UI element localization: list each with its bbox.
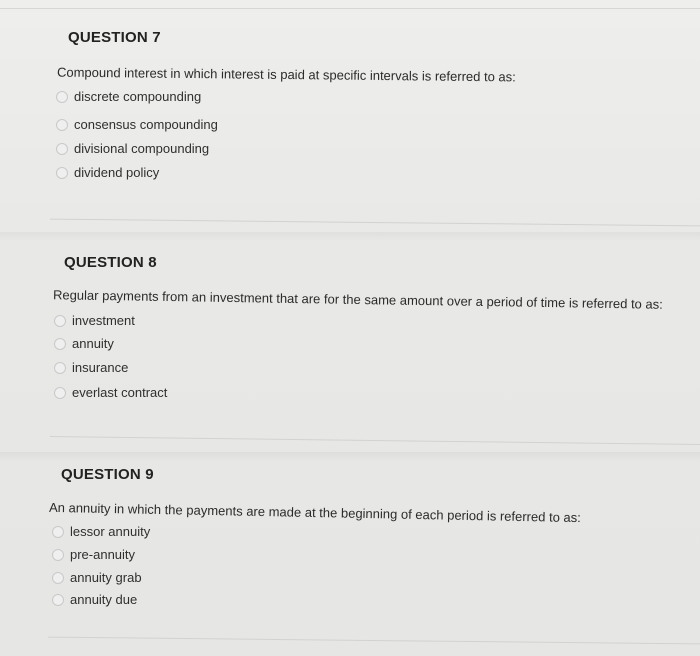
divider [0, 232, 700, 242]
divider [50, 219, 700, 227]
answer-option[interactable] [56, 141, 209, 156]
radio-button[interactable] [52, 526, 64, 538]
question-title: QUESTION 8 [64, 254, 157, 271]
radio-button[interactable] [54, 362, 66, 374]
option-label: everlast contract [72, 385, 168, 400]
radio-button[interactable] [52, 572, 64, 584]
radio-button[interactable] [56, 143, 68, 155]
divider [48, 637, 700, 645]
option-label: annuity grab [70, 570, 142, 585]
radio-button[interactable] [54, 387, 66, 399]
answer-option[interactable] [56, 165, 159, 180]
option-label: discrete compounding [74, 89, 202, 104]
divider [50, 436, 700, 445]
answer-option[interactable] [54, 360, 128, 375]
option-label: insurance [72, 360, 129, 375]
answer-option[interactable] [54, 385, 167, 400]
answer-option[interactable] [56, 117, 218, 132]
radio-button[interactable] [52, 549, 64, 561]
radio-button[interactable] [52, 594, 64, 606]
option-label: consensus compounding [74, 117, 218, 132]
option-label: annuity due [70, 592, 138, 607]
question-text: An annuity in which the payments are made at the beginning of each period is referred to as: [48, 499, 581, 526]
radio-button[interactable] [54, 315, 66, 327]
option-label: dividend policy [74, 165, 160, 180]
option-label: lessor annuity [70, 524, 151, 539]
question-text: Compound interest in which interest is paid at specific intervals is referred to as: [56, 64, 516, 85]
answer-option[interactable] [54, 313, 135, 328]
answer-option[interactable] [54, 336, 114, 351]
option-label: pre-annuity [70, 547, 136, 562]
answer-option[interactable] [56, 89, 201, 104]
radio-button[interactable] [54, 338, 66, 350]
divider [0, 8, 700, 9]
question-title: QUESTION 7 [68, 29, 161, 46]
answer-option[interactable] [52, 592, 137, 607]
answer-option[interactable] [52, 570, 142, 585]
option-label: investment [72, 313, 135, 328]
option-label: annuity [72, 336, 114, 351]
divider [0, 452, 700, 462]
radio-button[interactable] [56, 91, 68, 103]
question-text: Regular payments from an investment that are for the same amount over a period of time is referred to as: [52, 287, 663, 312]
radio-button[interactable] [56, 119, 68, 131]
answer-option[interactable] [52, 547, 135, 562]
answer-option[interactable] [52, 524, 150, 539]
question-title: QUESTION 9 [61, 466, 154, 483]
radio-button[interactable] [56, 167, 68, 179]
option-label: divisional compounding [74, 141, 210, 156]
